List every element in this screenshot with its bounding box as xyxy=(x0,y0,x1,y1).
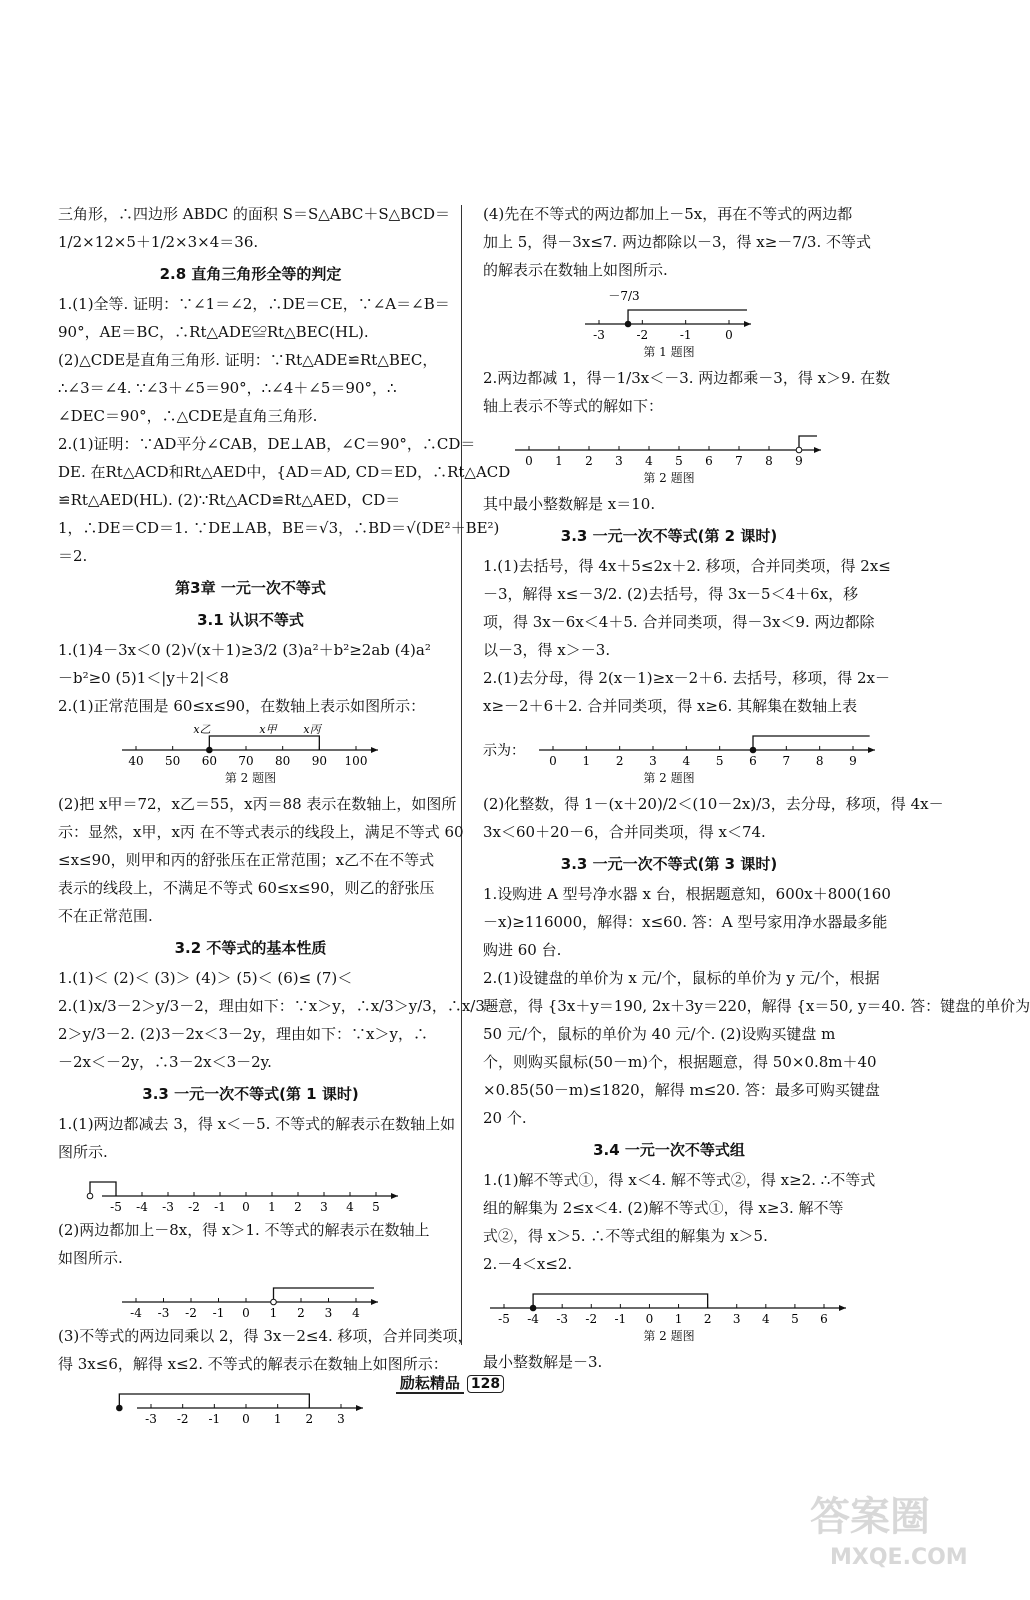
section-heading: 第3章 一元一次不等式 xyxy=(175,579,326,597)
axis-arrow xyxy=(839,1305,846,1311)
section-heading: 3.2 不等式的基本性质 xyxy=(174,939,327,957)
endpoint-label: －7/3 xyxy=(608,289,640,303)
tick-label: 5 xyxy=(715,754,724,768)
text-line: 20 个. xyxy=(483,1109,527,1127)
solution-bracket xyxy=(90,1182,116,1196)
text-line: 表示的线段上，不满足不等式 60≤x≤90，则乙的舒张压 xyxy=(58,879,435,897)
axis-arrow xyxy=(391,1193,398,1199)
tick-label: 4 xyxy=(682,754,691,768)
text-line: 1.(1)去括号，得 4x＋5≤2x＋2. 移项，合并同类项，得 2x≤ xyxy=(483,557,891,575)
text-line: 三角形，∴四边形 ABDC 的面积 S＝S△ABC＋S△BCD＝ xyxy=(58,205,450,223)
text-line: (2)化整数，得 1－(x＋20)/2＜(10－2x)/3，去分母，移项，得 4x－ xyxy=(483,795,944,813)
text-line: 不在正常范围. xyxy=(58,907,153,925)
tick-label: 3 xyxy=(319,1200,328,1214)
section-heading: 3.3 一元一次不等式(第 2 课时) xyxy=(560,527,778,545)
text-line: 轴上表示不等式的解如下： xyxy=(483,397,664,415)
tick-label: 8 xyxy=(815,754,824,768)
text-line: ×0.85(50－m)≤1820，解得 m≤20. 答：最多可购买键盘 xyxy=(483,1081,880,1099)
section-heading: 3.3 一元一次不等式(第 3 课时) xyxy=(560,855,778,873)
tick-label: 1 xyxy=(273,1412,281,1426)
tick-label: -2 xyxy=(585,1312,598,1326)
tick-label: -3 xyxy=(593,328,605,342)
text-line: －x)≥116000，解得：x≤60. 答：A 型号家用净水器最多能 xyxy=(483,913,888,931)
tick-label: -4 xyxy=(527,1312,539,1326)
tick-label: 4 xyxy=(761,1312,770,1326)
tick-label: -2 xyxy=(636,328,649,342)
tick-label: 100 xyxy=(344,754,367,768)
text-line: 个，则购买鼠标(50－m)个，根据题意，得 50×0.8m＋40 xyxy=(483,1053,877,1071)
tick-label: -3 xyxy=(161,1200,174,1214)
text-line: 如图所示. xyxy=(58,1249,123,1267)
brand-label: 励耘精品 xyxy=(396,1374,464,1394)
figure-caption: 第 1 题图 xyxy=(643,345,695,359)
tick-label: 6 xyxy=(749,754,757,768)
tick-label: 4 xyxy=(351,1306,360,1320)
endpoint-dot xyxy=(796,447,802,453)
text-line: －b²≥0 (5)1＜|y＋2|＜8 xyxy=(58,669,229,687)
tick-label: -4 xyxy=(129,1306,142,1320)
text-line: 2＞y/3－2. (2)3－2x＜3－2y，理由如下：∵x＞y，∴ xyxy=(58,1025,428,1043)
tick-label: 0 xyxy=(549,754,557,768)
text-line: (4)先在不等式的两边都加上－5x，再在不等式的两边都 xyxy=(483,205,853,223)
text-line: 1.(1)两边都减去 3，得 x＜－5. 不等式的解表示在数轴上如 xyxy=(58,1115,456,1133)
number-line-f7 xyxy=(483,724,883,770)
solution-bracket xyxy=(273,1288,374,1302)
figure-caption: 第 2 题图 xyxy=(224,771,277,785)
tick-label: -5 xyxy=(498,1312,510,1326)
axis-arrow xyxy=(814,447,821,453)
tick-label: 2 xyxy=(615,754,624,768)
tick-label: -3 xyxy=(157,1306,169,1320)
tick-label: 60 xyxy=(201,754,217,768)
tick-label: 0 xyxy=(725,328,733,342)
text-line: (3)不等式的两边同乘以 2，得 3x－2≤4. 移项，合并同类项， xyxy=(58,1327,473,1345)
tick-label: 4 xyxy=(645,454,653,468)
tick-label: 3 xyxy=(649,754,657,768)
endpoint-dot xyxy=(206,747,212,753)
axis-arrow xyxy=(744,321,751,327)
axis-arrow xyxy=(356,1405,363,1411)
section-heading: 2.8 直角三角形全等的判定 xyxy=(159,265,342,283)
number-line-f2 xyxy=(96,1170,406,1216)
tick-label: 1 xyxy=(555,454,563,468)
text-line: 项，得 3x－6x＜4＋5. 合并同类项，得－3x＜9. 两边都除 xyxy=(483,613,875,631)
text-line: 2.两边都减 1，得－1/3x＜－3. 两边都乘－3，得 x＞9. 在数 xyxy=(483,369,891,387)
tick-label: -5 xyxy=(109,1200,122,1214)
text-line: ＝2. xyxy=(58,547,88,565)
number-line-f1 xyxy=(116,724,386,770)
tick-label: 3 xyxy=(324,1306,332,1320)
right-column xyxy=(483,200,1030,1376)
tick-label: -2 xyxy=(176,1412,189,1426)
tick-label: 3 xyxy=(732,1312,741,1326)
text-line: DE. 在Rt△ACD和Rt△AED中，{AD＝AD, CD＝ED，∴Rt△ACD xyxy=(58,463,511,481)
number-line-f8 xyxy=(484,1282,854,1328)
page-number: 128 xyxy=(467,1375,504,1393)
text-line: 最小整数解是－3. xyxy=(483,1353,603,1371)
text-line: 题意，得 {3x＋y＝190, 2x＋3y＝220，解得 {x＝50, y＝40. 答：键盘的单价为 xyxy=(483,997,1030,1015)
tick-label: 70 xyxy=(237,754,254,768)
tick-label: 0 xyxy=(525,454,533,468)
column-divider xyxy=(461,205,462,1345)
tick-label: 5 xyxy=(371,1200,380,1214)
tick-label: -2 xyxy=(184,1306,197,1320)
text-line: 1.(1)＜ (2)＜ (3)＞ (4)＞ (5)＜ (6)≤ (7)＜ xyxy=(58,969,353,987)
section-heading: 3.4 一元一次不等式组 xyxy=(593,1141,745,1159)
endpoint-dot xyxy=(116,1405,122,1411)
text-line: 其中最小整数解是 x＝10. xyxy=(483,495,656,513)
number-line-f3 xyxy=(116,1276,386,1322)
tick-label: 5 xyxy=(791,1312,799,1326)
figure-caption: 第 2 题图 xyxy=(643,771,695,785)
tick-label: 3 xyxy=(615,454,623,468)
text-line: 2.(1)去分母，得 2(x－1)≥x－2＋6. 去括号，移项，得 2x－ xyxy=(483,669,891,687)
text-line: 1.(1)解不等式①，得 x＜4. 解不等式②，得 x≥2. ∴不等式 xyxy=(483,1171,876,1189)
text-line: ∴∠3＝∠4. ∵∠3＋∠5＝90°，∴∠4＋∠5＝90°，∴ xyxy=(58,379,397,397)
tick-label: 2 xyxy=(296,1306,305,1320)
tick-label: -1 xyxy=(679,328,692,342)
tick-label: 7 xyxy=(735,454,743,468)
watermark-url: MXQE.COM xyxy=(830,1545,968,1570)
text-line: 得 3x≤6，解得 x≤2. 不等式的解表示在数轴上如图所示： xyxy=(58,1355,448,1373)
number-line-f4 xyxy=(131,1382,371,1428)
number-line-f6 xyxy=(509,424,829,470)
text-line: 90°，AE＝BC，∴Rt△ADE≌Rt△BEC(HL). xyxy=(58,323,369,341)
point-tag: x丙 xyxy=(302,723,321,736)
solution-bracket xyxy=(753,736,870,750)
tick-label: 9 xyxy=(849,754,857,768)
text-line: 50 元/个，鼠标的单价为 40 元/个. (2)设购买键盘 m xyxy=(483,1025,836,1043)
text-line: 1.设购进 A 型号净水器 x 台，根据题意知，600x＋800(160 xyxy=(483,885,891,903)
text-line: x≥－2＋6＋2. 合并同类项，得 x≥6. 其解集在数轴上表 xyxy=(483,697,858,715)
tick-label: 40 xyxy=(127,754,144,768)
text-line: 示：显然，x甲，x丙 在不等式表示的线段上，满足不等式 60 xyxy=(58,823,464,841)
number-line-f5 xyxy=(579,288,759,344)
tick-label: 9 xyxy=(795,454,803,468)
tick-label: 7 xyxy=(782,754,791,768)
text-line: (2)把 x甲＝72，x乙＝55，x丙＝88 表示在数轴上，如图所 xyxy=(58,795,457,813)
axis-arrow xyxy=(371,747,378,753)
tick-label: 6 xyxy=(820,1312,828,1326)
tick-label: 0 xyxy=(645,1312,654,1326)
tick-label: 50 xyxy=(164,754,180,768)
tick-label: -1 xyxy=(207,1412,220,1426)
text-line: ≤x≤90，则甲和丙的舒张压在正常范围；x乙不在不等式 xyxy=(58,851,435,869)
text-line: 2.－4＜x≤2. xyxy=(483,1255,573,1273)
tick-label: -1 xyxy=(213,1200,226,1214)
tick-label: 1 xyxy=(582,754,591,768)
endpoint-dot xyxy=(270,1299,276,1305)
tick-label: 5 xyxy=(675,454,683,468)
tick-label: 2 xyxy=(585,454,593,468)
text-line: ≌Rt△AED(HL). (2)∵Rt△ACD≌Rt△AED，CD＝ xyxy=(58,491,401,509)
text-line: 2.(1)正常范围是 60≤x≤90，在数轴上表示如图所示： xyxy=(58,697,426,715)
text-line: 1，∴DE＝CD＝1. ∵DE⊥AB，BE＝√3，∴BD＝√(DE²＋BE²) xyxy=(58,519,500,537)
tick-label: 2 xyxy=(293,1200,302,1214)
figure-prefix: 示为： xyxy=(483,743,525,759)
text-line: (2)两边都加上－8x，得 x＞1. 不等式的解表示在数轴上 xyxy=(58,1221,430,1239)
figure-caption: 第 2 题图 xyxy=(643,1329,695,1343)
tick-label: 2 xyxy=(305,1412,313,1426)
text-line: －3，解得 x≤－3/2. (2)去括号，得 3x－5＜4＋6x，移 xyxy=(483,585,859,603)
tick-label: 2 xyxy=(703,1312,712,1326)
tick-label: -1 xyxy=(212,1306,224,1320)
tick-label: -3 xyxy=(144,1412,157,1426)
figure-caption: 第 2 题图 xyxy=(643,471,695,485)
tick-label: 1 xyxy=(269,1306,277,1320)
tick-label: -4 xyxy=(135,1200,148,1214)
tick-label: -2 xyxy=(187,1200,200,1214)
text-line: 1.(1)4－3x＜0 (2)√(x＋1)≥3/2 (3)a²＋b²≥2ab (4)a² xyxy=(58,641,431,659)
text-line: 式②，得 x＞5. ∴不等式组的解集为 x＞5. xyxy=(483,1227,768,1245)
text-line: 以－3，得 x＞－3. xyxy=(483,641,611,659)
text-line: 2.(1)证明：∵AD平分∠CAB，DE⊥AB，∠C＝90°，∴CD＝ xyxy=(58,435,476,453)
tick-label: 90 xyxy=(311,754,327,768)
text-line: 购进 60 台. xyxy=(483,941,562,959)
tick-label: 0 xyxy=(241,1412,250,1426)
text-line: (2)△CDE是直角三角形. 证明：∵Rt△ADE≌Rt△BEC， xyxy=(58,351,438,369)
text-line: －2x＜－2y，∴3－2x＜3－2y. xyxy=(58,1053,272,1071)
text-line: ∠DEC＝90°，∴△CDE是直角三角形. xyxy=(58,407,318,425)
section-heading: 3.3 一元一次不等式(第 1 课时) xyxy=(142,1085,359,1103)
tick-label: -3 xyxy=(556,1312,569,1326)
text-line: 2.(1)设键盘的单价为 x 元/个，鼠标的单价为 y 元/个，根据 xyxy=(483,969,880,987)
point-tag: x乙 xyxy=(192,723,211,736)
tick-label: 0 xyxy=(241,1200,250,1214)
axis-arrow xyxy=(371,1299,378,1305)
solution-bracket xyxy=(209,736,319,750)
axis-arrow xyxy=(868,747,875,753)
endpoint-dot xyxy=(750,747,756,753)
tick-label: -1 xyxy=(614,1312,627,1326)
text-line: 图所示. xyxy=(58,1143,108,1161)
section-heading: 3.1 认识不等式 xyxy=(197,611,304,629)
tick-label: 8 xyxy=(765,454,773,468)
page-footer xyxy=(380,1372,520,1398)
text-line: 组的解集为 2≤x＜4. (2)解不等式①，得 x≥3. 解不等 xyxy=(483,1199,844,1217)
text-line: 1.(1)全等. 证明：∵∠1＝∠2，∴DE＝CE，∵∠A＝∠B＝ xyxy=(58,295,450,313)
watermark-logo: 答案圈 xyxy=(810,1494,930,1540)
text-line: 的解表示在数轴上如图所示. xyxy=(483,261,668,279)
tick-label: 1 xyxy=(674,1312,683,1326)
tick-label: 0 xyxy=(241,1306,250,1320)
text-line: 加上 5，得－3x≤7. 两边都除以－3，得 x≥－7/3. 不等式 xyxy=(483,233,871,251)
tick-label: 3 xyxy=(336,1412,345,1426)
tick-label: 1 xyxy=(267,1200,276,1214)
tick-label: 80 xyxy=(274,754,290,768)
text-line: 2.(1)x/3－2＞y/3－2，理由如下：∵x＞y，∴x/3＞y/3，∴x/3－ xyxy=(58,997,500,1015)
point-tag: x甲 xyxy=(258,723,277,736)
endpoint-dot xyxy=(530,1305,536,1311)
tick-label: 6 xyxy=(705,454,713,468)
text-line: 1/2×12×5＋1/2×3×4＝36. xyxy=(58,233,259,251)
text-line: 3x＜60＋20－6，合并同类项，得 x＜74. xyxy=(483,823,766,841)
endpoint-dot xyxy=(625,321,631,327)
tick-label: 4 xyxy=(345,1200,354,1214)
endpoint-dot xyxy=(87,1193,93,1199)
